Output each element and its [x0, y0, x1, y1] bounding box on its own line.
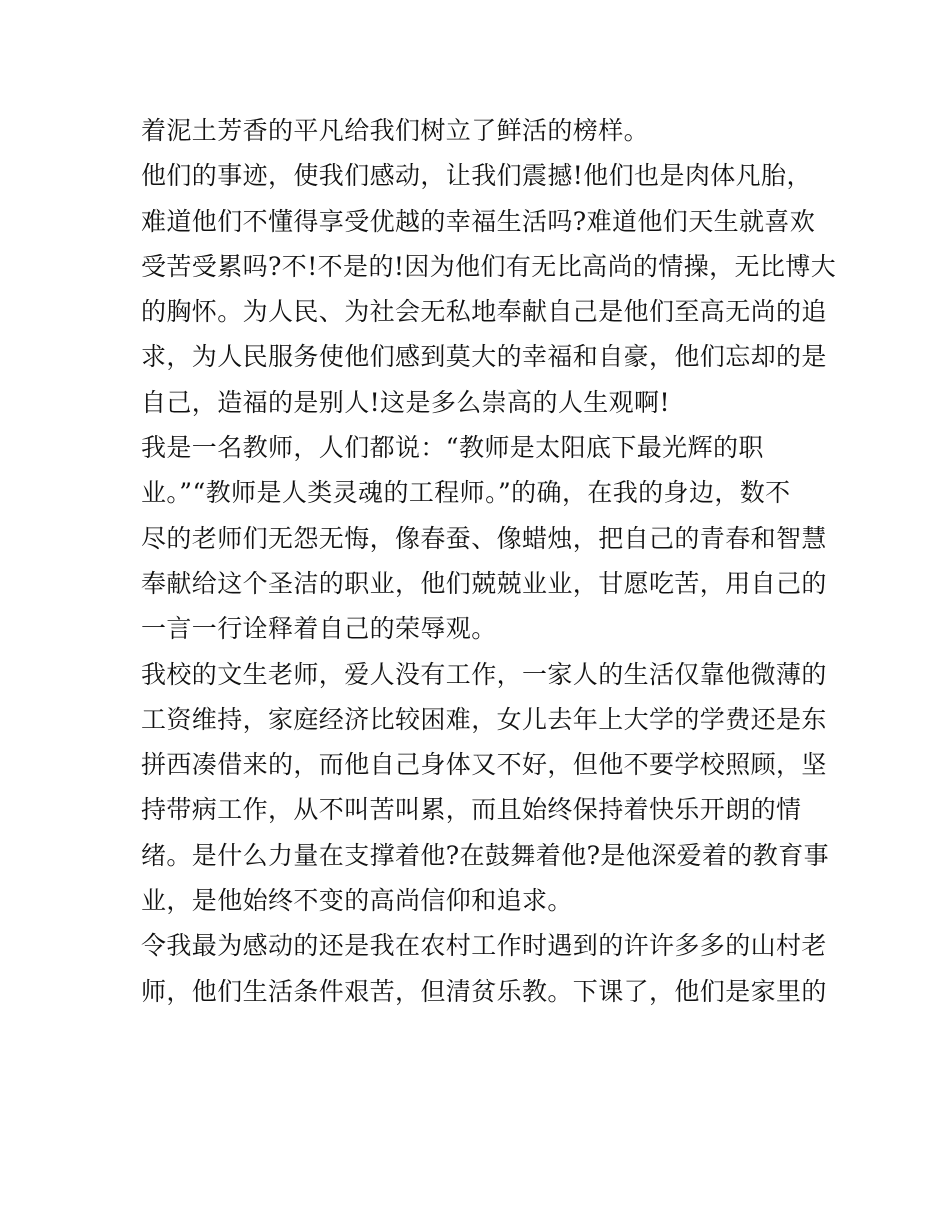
text-line: 自己，造福的是别人!这是多么崇高的人生观啊! — [141, 387, 670, 417]
text-line: 工资维持，家庭经济比较困难，女儿去年上大学的学费还是东 — [141, 704, 827, 734]
text-line: 求，为人民服务使他们感到莫大的幸福和自豪，他们忘却的是 — [141, 342, 827, 372]
text-line: 业。”“教师是人类灵魂的工程师。”的确，在我的身边，数不 — [141, 478, 791, 508]
text-line: 他们的事迹，使我们感动，让我们震撼!他们也是肉体凡胎， — [141, 161, 812, 191]
text-line: 难道他们不懂得享受优越的幸福生活吗?难道他们天生就喜欢 — [141, 206, 816, 236]
text-line: 拼西凑借来的，而他自己身体又不好，但他不要学校照顾，坚 — [141, 750, 827, 780]
body-text — [141, 108, 837, 1014]
text-line: 师，他们生活条件艰苦，但清贫乐教。下课了，他们是家里的 — [141, 976, 827, 1006]
text-line: 的胸怀。为人民、为社会无私地奉献自己是他们至高无尚的追 — [141, 297, 827, 327]
text-line: 我校的文生老师，爱人没有工作，一家人的生活仅靠他微薄的 — [141, 659, 827, 689]
text-line: 一言一行诠释着自己的荣辱观。 — [141, 614, 497, 644]
text-line: 奉献给这个圣洁的职业，他们兢兢业业，甘愿吃苦，用自己的 — [141, 568, 827, 598]
text-line: 受苦受累吗?不!不是的!因为他们有无比高尚的情操，无比博大 — [141, 251, 837, 281]
text-line: 令我最为感动的还是我在农村工作时遇到的许许多多的山村老 — [141, 931, 827, 961]
text-line: 绪。是什么力量在支撑着他?在鼓舞着他?是他深爱着的教育事 — [141, 840, 830, 870]
text-line: 持带病工作，从不叫苦叫累，而且始终保持着快乐开朗的情 — [141, 795, 802, 825]
text-line: 我是一名教师，人们都说：“教师是太阳底下最光辉的职 — [141, 433, 764, 463]
text-line: 业，是他始终不变的高尚信仰和追求。 — [141, 886, 573, 916]
text-line: 着泥土芳香的平凡给我们树立了鲜活的榜样。 — [141, 116, 650, 145]
text-line: 尽的老师们无怨无悔，像春蚕、像蜡烛，把自己的青春和智慧 — [141, 523, 827, 553]
